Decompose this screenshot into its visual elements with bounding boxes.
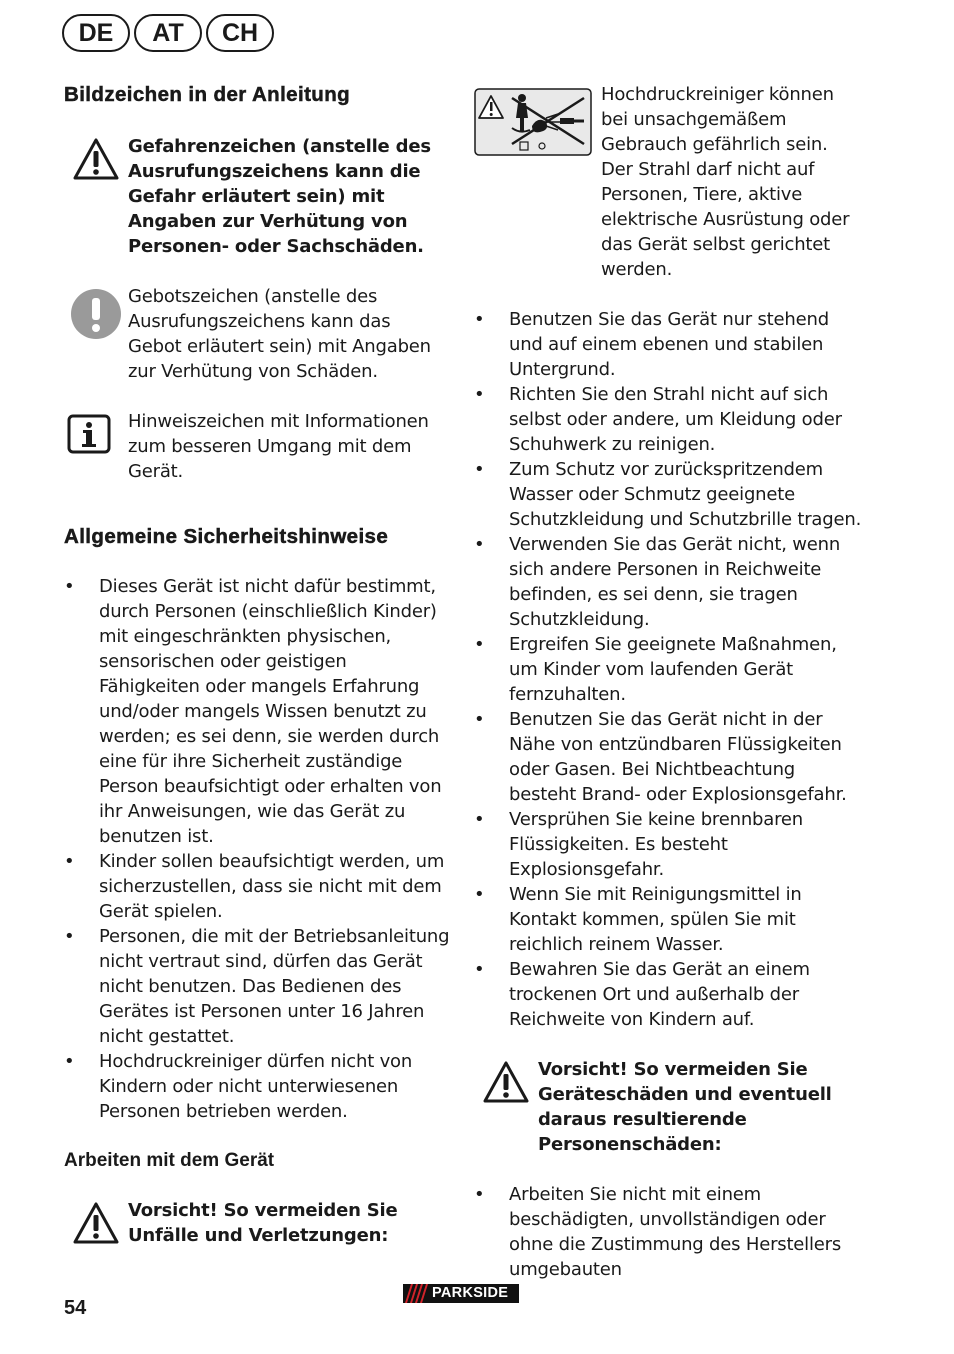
caution-damage-text: Vorsicht! So vermeiden Sie Geräteschäden und eventuell daraus resultierende Personenschäden: — [538, 1059, 832, 1155]
list-item: • Richten Sie den Strahl nicht auf sich selbst oder andere, um Kleidung oder Schuhwerk zu reinigen. — [474, 382, 864, 457]
info-symbol-block — [64, 409, 452, 484]
list-item: • Versprühen Sie keine brennbaren Flüssigkeiten. Es besteht Explosionsgefahr. — [474, 807, 864, 882]
language-badge-ch: CH — [206, 14, 274, 52]
mandatory-symbol-block — [64, 284, 452, 384]
section-title-symbols: Bildzeichen in der Anleitung — [64, 83, 351, 106]
brand-stripes-icon — [403, 1284, 429, 1303]
list-item: • Benutzen Sie das Gerät nur stehend und auf einem ebenen und stabilen Untergrund. — [474, 307, 864, 382]
jet-warning-block — [474, 82, 864, 282]
language-badge-at: AT — [134, 14, 202, 52]
danger-symbol-text: Gefahrenzeichen (anstelle des Ausrufungszeichens kann die Gefahr erläutert sein) mit Angaben zur Verhütung von Personen- oder Sachschäden. — [128, 136, 431, 257]
info-symbol-text: Hinweiszeichen mit Informationen zum besseren Umgang mit dem Gerät. — [128, 411, 429, 482]
list-item: • Wenn Sie mit Reinigungsmittel in Kontakt kommen, spülen Sie mit reichlich reinem Wasser. — [474, 882, 864, 957]
list-item: • Zum Schutz vor zurückspritzendem Wasser oder Schmutz geeignete Schutzkleidung und Schutzbrille tragen. — [474, 457, 864, 532]
danger-symbol-block — [64, 134, 452, 259]
warning-triangle-icon — [474, 1057, 538, 1107]
list-item: • Arbeiten Sie nicht mit einem beschädigten, unvollständigen oder ohne die Zustimmung des Herstellers umgebauten — [474, 1182, 864, 1282]
language-badge-de: DE — [62, 14, 130, 52]
right-column — [474, 80, 864, 1282]
mandatory-exclamation-icon — [64, 284, 128, 344]
caution-damage-block — [474, 1057, 864, 1157]
warning-triangle-icon — [64, 1198, 128, 1248]
list-item: • Benutzen Sie das Gerät nicht in der Nähe von entzündbaren Flüssigkeiten oder Gasen. Bei Nichtbeachtung besteht Brand- oder Explosionsgefahr. — [474, 707, 864, 807]
list-item: • Kinder sollen beaufsichtigt werden, um sicherzustellen, dass sie nicht mit dem Gerät spielen. — [64, 849, 452, 924]
left-column — [64, 80, 452, 1248]
brand-logo — [403, 1284, 519, 1303]
info-icon — [64, 409, 128, 459]
mandatory-symbol-text: Gebotszeichen (anstelle des Ausrufungszeichens kann das Gebot erläutert sein) mit Angaben zur Verhütung von Schäden. — [128, 286, 431, 382]
jet-warning-text: Hochdruckreiniger können bei unsachgemäßem Gebrauch gefährlich sein. Der Strahl darf nicht auf Personen, Tiere, aktive elektrische Ausrüstung oder das Gerät selbst gerichtet werden. — [601, 84, 850, 280]
list-item: • Hochdruckreiniger dürfen nicht von Kindern oder nicht unterwiesenen Personen betrieben werden. — [64, 1049, 452, 1124]
warning-triangle-icon — [64, 134, 128, 184]
list-item: • Ergreifen Sie geeignete Maßnahmen, um Kinder vom laufenden Gerät fernzuhalten. — [474, 632, 864, 707]
list-item: • Personen, die mit der Betriebsanleitung nicht vertraut sind, dürfen das Gerät nicht benutzen. Das Bedienen des Gerätes ist Personen unter 16 Jahren nicht gestattet. — [64, 924, 452, 1049]
list-item: • Verwenden Sie das Gerät nicht, wenn sich andere Personen in Reichweite befinden, es sei denn, sie tragen Schutzkleidung. — [474, 532, 864, 632]
section-title-safety: Allgemeine Sicherheitshinweise — [64, 525, 389, 548]
caution-accidents-block — [64, 1198, 452, 1248]
list-item: • Dieses Gerät ist nicht dafür bestimmt, durch Personen (einschließlich Kinder) mit eingeschränkten physischen, sensorischen oder geistigen Fähigkeiten oder mangels Erfahrung und/oder mangels Wissen benutzt zu werden; es sei denn, sie werden durch eine für ihre Sicherheit zuständige Person beaufsichtigt oder erhalten von ihr Anweisungen, wie das Gerät zu benutzen ist. — [64, 574, 452, 849]
language-badges — [62, 14, 274, 52]
safety-bullet-list — [64, 574, 452, 1124]
list-item: • Bewahren Sie das Gerät an einem trockenen Ort und außerhalb der Reichweite von Kindern auf. — [474, 957, 864, 1032]
usage-bullet-list — [474, 307, 864, 1032]
page-number: 54 — [64, 1297, 87, 1319]
damage-bullet-list — [474, 1182, 864, 1282]
caution-accidents-text: Vorsicht! So vermeiden Sie Unfälle und Verletzungen: — [128, 1200, 398, 1246]
brand-name: PARKSIDE — [432, 1285, 509, 1301]
jet-warning-pictogram — [474, 82, 601, 160]
section-title-working: Arbeiten mit dem Gerät — [64, 1150, 275, 1171]
